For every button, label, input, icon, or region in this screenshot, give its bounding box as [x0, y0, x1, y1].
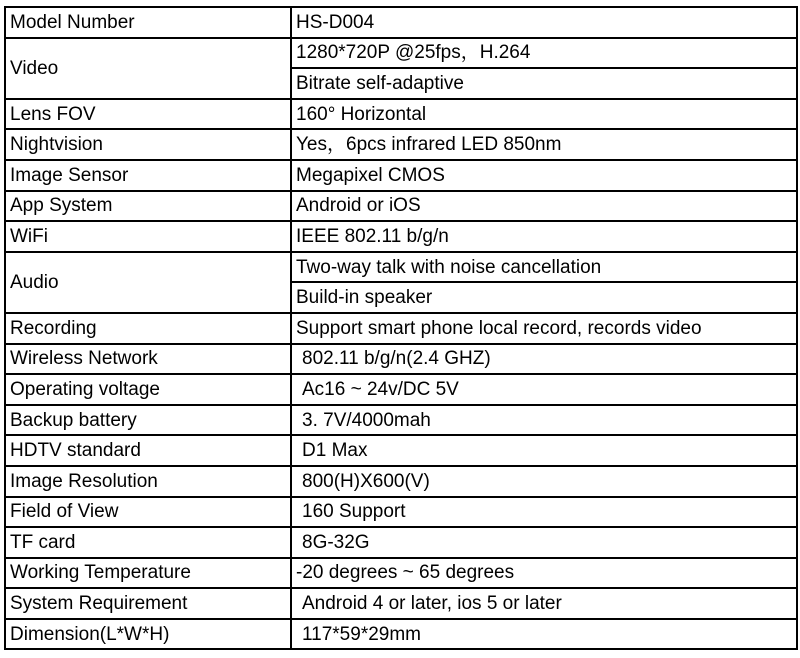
spec-value: Ac16 ~ 24v/DC 5V [291, 374, 797, 405]
spec-value: Two-way talk with noise cancellation [291, 252, 797, 283]
spec-label: Model Number [5, 7, 291, 38]
table-row [5, 466, 797, 497]
spec-label: Audio [5, 252, 291, 313]
spec-value: Android or iOS [291, 191, 797, 222]
spec-value: Android 4 or later, ios 5 or later [291, 588, 797, 619]
spec-value: Megapixel CMOS [291, 160, 797, 191]
spec-label: Image Sensor [5, 160, 291, 191]
spec-label: Backup battery [5, 405, 291, 436]
spec-value: 160 Support [291, 497, 797, 528]
table-row [5, 497, 797, 528]
table-row [5, 588, 797, 619]
spec-value: 3. 7V/4000mah [291, 405, 797, 436]
spec-value: Build-in speaker [291, 282, 797, 313]
spec-value: Bitrate self-adaptive [291, 68, 797, 99]
table-row [5, 129, 797, 160]
spec-label: App System [5, 191, 291, 222]
spec-value: IEEE 802.11 b/g/n [291, 221, 797, 252]
table-row [5, 221, 797, 252]
spec-label: WiFi [5, 221, 291, 252]
table-row [5, 527, 797, 558]
spec-label: Dimension(L*W*H) [5, 619, 291, 650]
spec-value: 8G-32G [291, 527, 797, 558]
spec-label: Video [5, 38, 291, 99]
table-row [5, 619, 797, 650]
table-row [5, 374, 797, 405]
spec-label: HDTV standard [5, 435, 291, 466]
spec-table [4, 6, 798, 650]
table-row [5, 38, 797, 69]
spec-value: 160° Horizontal [291, 99, 797, 130]
spec-label: Lens FOV [5, 99, 291, 130]
spec-label: Image Resolution [5, 466, 291, 497]
table-row [5, 558, 797, 589]
spec-label: Recording [5, 313, 291, 344]
spec-label: Nightvision [5, 129, 291, 160]
table-row [5, 99, 797, 130]
spec-value: Support smart phone local record, records video [291, 313, 797, 344]
spec-value: 800(H)X600(V) [291, 466, 797, 497]
table-row [5, 435, 797, 466]
spec-label: Operating voltage [5, 374, 291, 405]
spec-label: System Requirement [5, 588, 291, 619]
spec-label: TF card [5, 527, 291, 558]
spec-value: 117*59*29mm [291, 619, 797, 650]
table-row [5, 7, 797, 38]
table-row [5, 313, 797, 344]
spec-value: -20 degrees ~ 65 degrees [291, 558, 797, 589]
spec-value: 1280*720P @25fps，H.264 [291, 38, 797, 69]
spec-value: 802.11 b/g/n(2.4 GHZ) [291, 344, 797, 375]
spec-label: Field of View [5, 497, 291, 528]
table-row [5, 344, 797, 375]
spec-label: Wireless Network [5, 344, 291, 375]
spec-value: HS-D004 [291, 7, 797, 38]
table-row [5, 252, 797, 283]
table-row [5, 160, 797, 191]
table-row [5, 405, 797, 436]
spec-label: Working Temperature [5, 558, 291, 589]
spec-value: Yes，6pcs infrared LED 850nm [291, 129, 797, 160]
spec-value: D1 Max [291, 435, 797, 466]
table-row [5, 191, 797, 222]
